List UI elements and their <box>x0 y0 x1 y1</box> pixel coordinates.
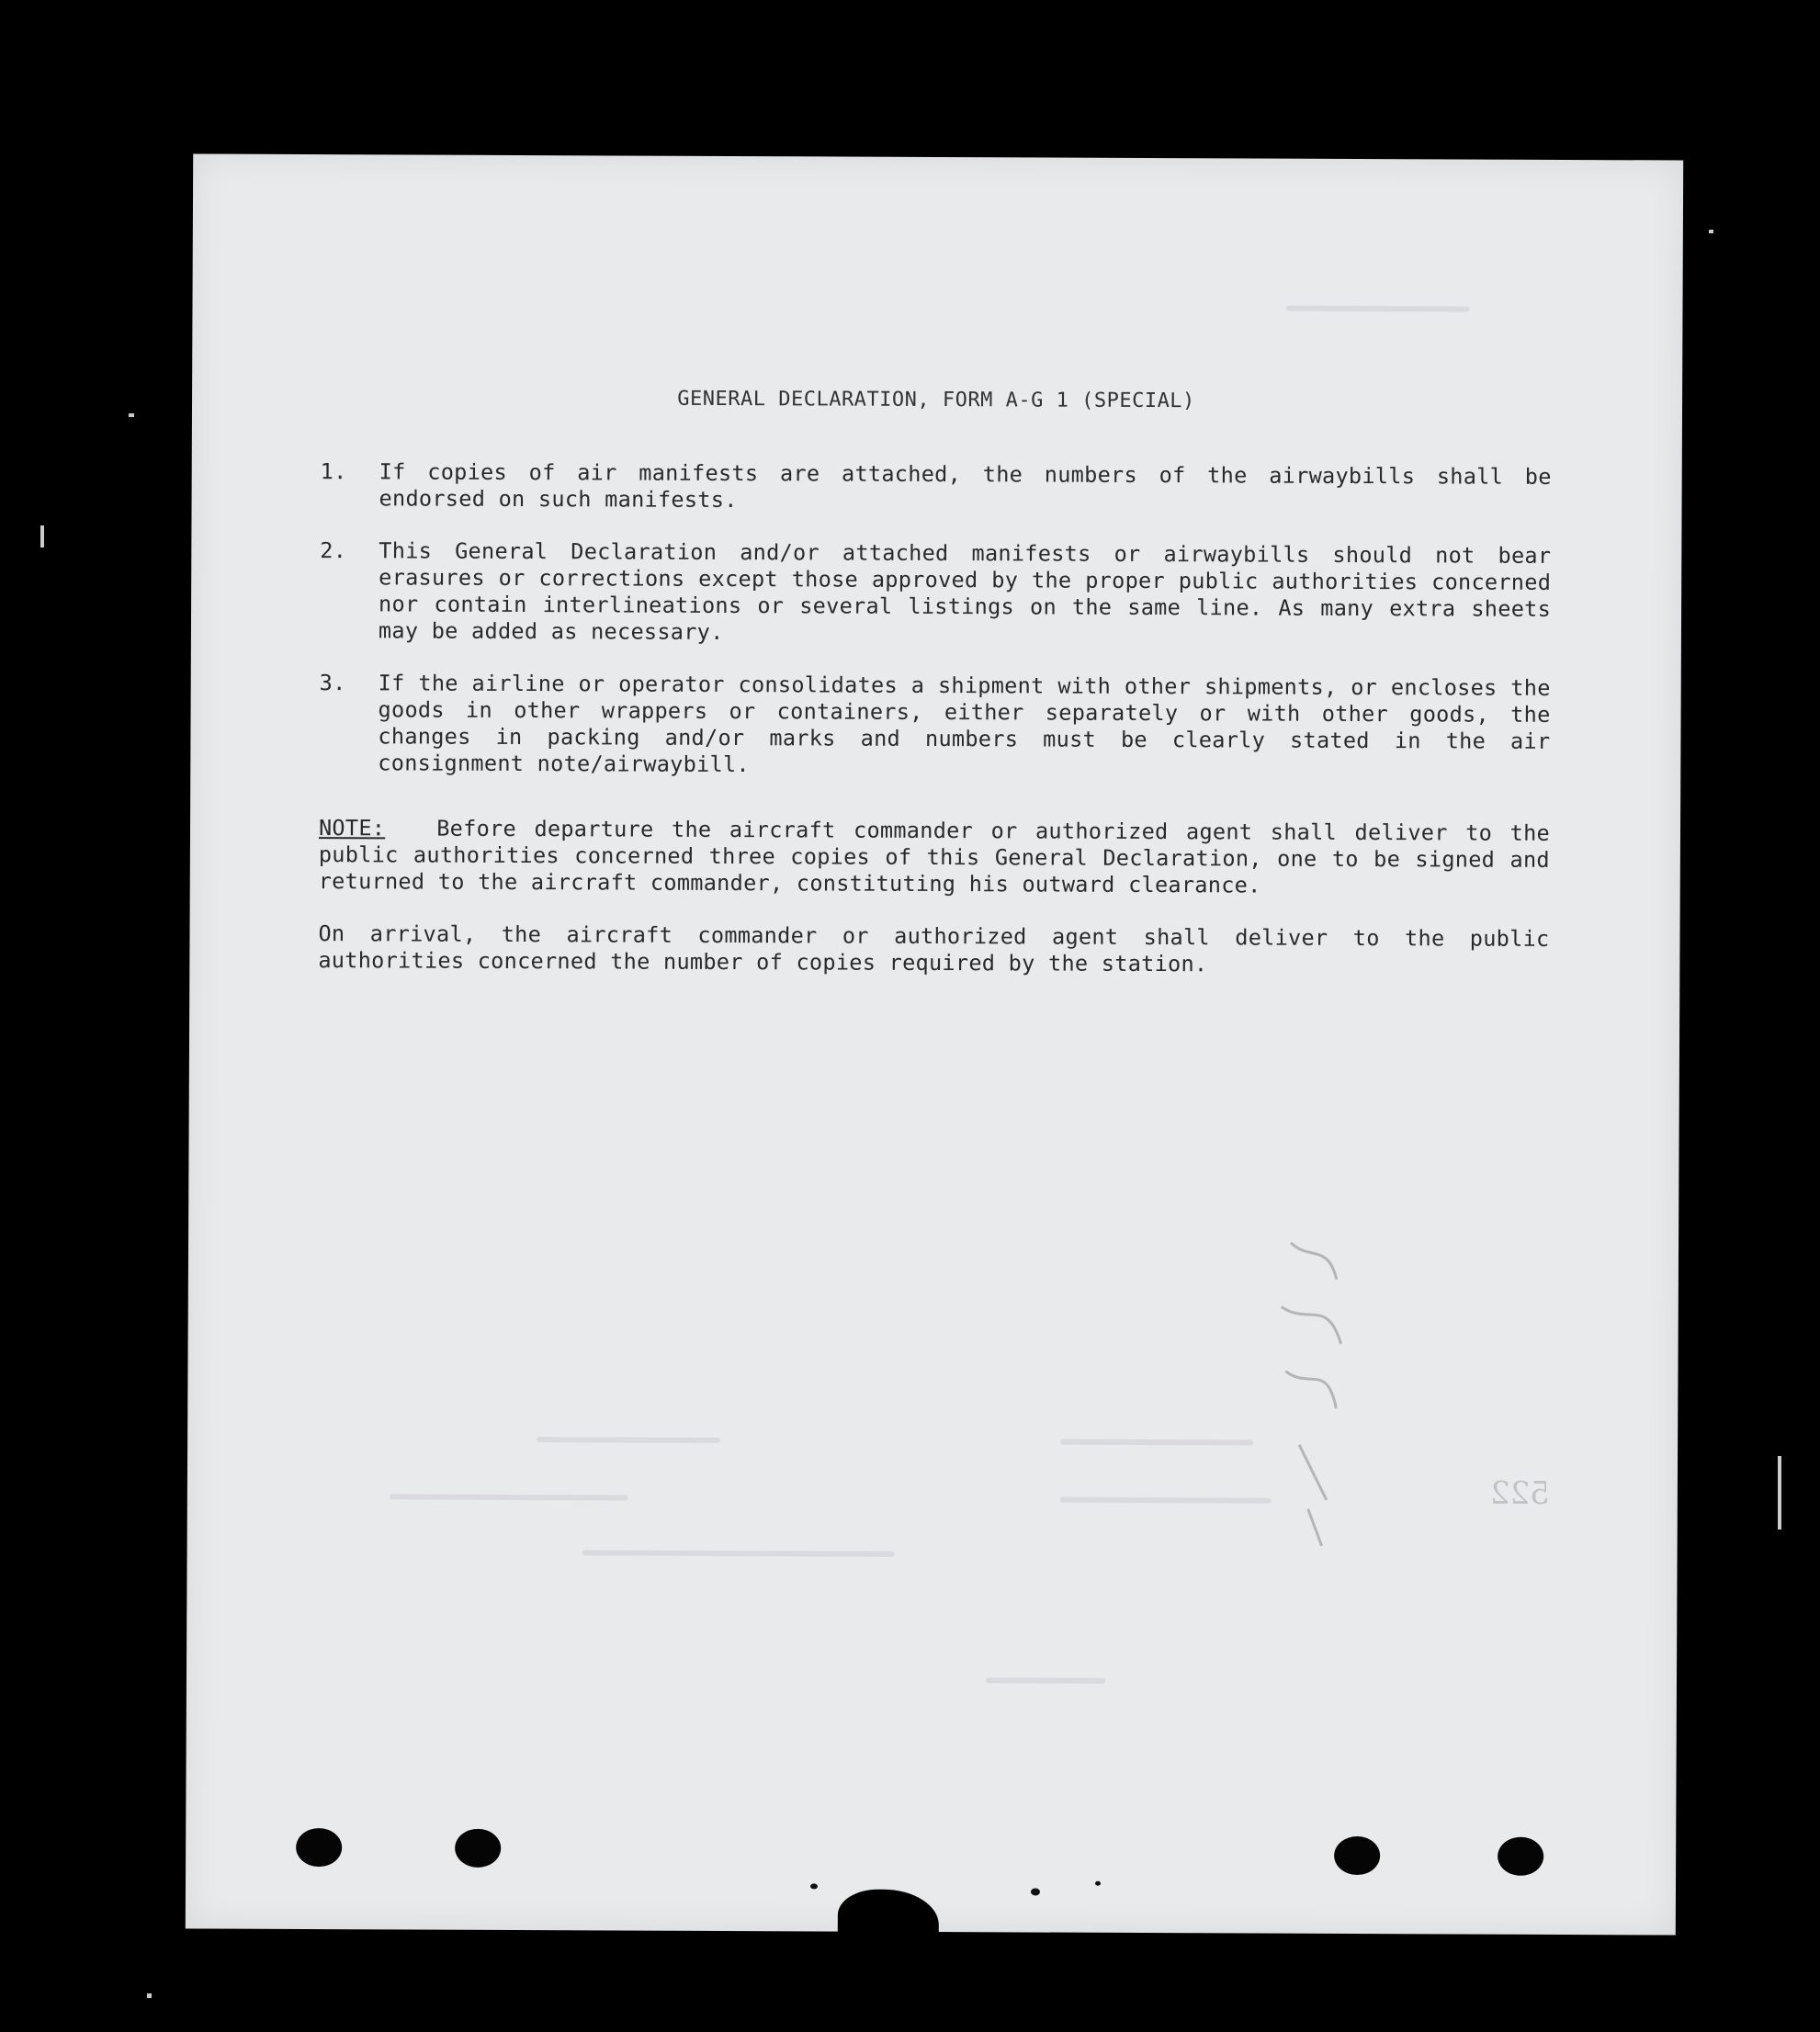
scan-speck <box>1778 1456 1781 1530</box>
ink-speck <box>810 1883 818 1889</box>
bleed-through-line <box>1060 1497 1272 1504</box>
punch-hole <box>296 1828 342 1867</box>
bleed-through-number: 522 <box>1489 1474 1550 1512</box>
scan-speck <box>1709 230 1713 233</box>
arrival-paragraph: On arrival, the aircraft commander or authorized agent shall deliver to the public authorities concerned the number of copies required by the station. <box>318 920 1550 977</box>
item-number: 2. <box>320 537 347 564</box>
document-page <box>186 153 1683 1935</box>
punch-hole <box>1498 1837 1543 1876</box>
list-item <box>321 458 1552 517</box>
punch-hole <box>455 1829 501 1868</box>
ink-speck <box>1095 1881 1101 1886</box>
note-text: Before departure the aircraft commander or authorized agent shall deliver to the public authorities concerned three copies of this General Declaration, one to be signed and returned to the aircraft commander, constituting his outward clearance. <box>318 815 1551 898</box>
scan-speck <box>129 413 134 417</box>
item-number: 3. <box>319 670 346 696</box>
item-text: This General Declaration and/or attached manifests or airwaybills should not bear erasures or corrections except those approved by the proper public authorities concerned nor contain interlineations or several listings on the same line. As many extra sheets may be added as necessary. <box>378 537 1552 645</box>
document-body <box>318 384 1552 979</box>
list-item <box>320 537 1551 649</box>
punch-hole <box>1334 1836 1380 1875</box>
handwriting-bleed-through <box>1272 1225 1356 1555</box>
item-text: If copies of air manifests are attached, the numbers of the airwaybills shall be endorsed on such manifests. <box>379 458 1552 514</box>
list-item <box>319 670 1550 782</box>
ink-speck <box>1031 1888 1040 1895</box>
bleed-through-line <box>1285 306 1469 312</box>
bleed-through-line <box>986 1677 1105 1684</box>
bleed-through-line <box>582 1550 895 1556</box>
item-number: 1. <box>320 458 347 485</box>
note-label: NOTE: <box>318 815 386 841</box>
bleed-through-line <box>1060 1439 1253 1446</box>
note-paragraph <box>319 815 1550 900</box>
document-title: GENERAL DECLARATION, FORM A-G 1 (SPECIAL) <box>677 387 1195 413</box>
scan-speck <box>147 1993 152 1998</box>
item-text: If the airline or operator consolidates a shipment with other shipments, or encloses the goods in other wrappers or containers, either separately or with other goods, the changes in packing and/or marks and numbers must be clearly stated in the air consignment note/airwaybill. <box>378 670 1551 778</box>
scan-speck <box>40 525 44 548</box>
torn-edge <box>838 1890 939 1954</box>
bleed-through-line <box>390 1494 628 1500</box>
bleed-through-line <box>537 1437 720 1443</box>
